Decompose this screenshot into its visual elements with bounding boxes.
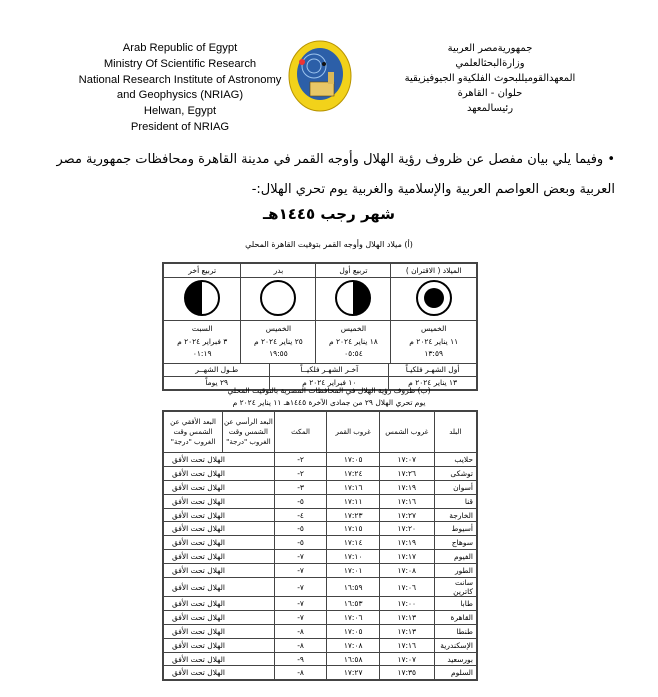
sunset-cell: ١٧:٠٠ xyxy=(379,597,434,611)
city-cell: الفيوم xyxy=(434,550,477,564)
summary-cells xyxy=(164,364,476,376)
moonset-cell: ١٧:١١ xyxy=(327,494,380,508)
moonset-cell: ١٧:٠٨ xyxy=(327,638,380,652)
lag-cell: ٢- xyxy=(274,453,327,467)
city-cell: أسيوط xyxy=(434,522,477,536)
sunset-cell: ١٧:١٩ xyxy=(379,480,434,494)
sunset-cell: ١٧:١٩ xyxy=(379,536,434,550)
lag-cell: ٢- xyxy=(274,466,327,480)
table-row xyxy=(163,666,477,680)
moonset-cell: ١٧:١٤ xyxy=(327,536,380,550)
moonset-cell: ١٧:٠٦ xyxy=(327,610,380,624)
summary-value: ٢٩ يوماً xyxy=(205,377,229,387)
sunset-cell: ١٧:١٣ xyxy=(379,624,434,638)
sunset-cell: ١٧:٠٨ xyxy=(379,564,434,578)
letterhead-line: وزارةالبحثالعلمي xyxy=(455,58,525,69)
sunset-cell: ١٧:٠٧ xyxy=(379,453,434,467)
phase-info xyxy=(316,321,391,364)
english-letterhead xyxy=(60,41,300,136)
letterhead-line: Ministry Of Scientific Research xyxy=(103,57,257,70)
sunset-cell: ١٧:٢٠ xyxy=(379,522,434,536)
phase-name: تربيع أول xyxy=(316,263,391,278)
column-header: البعد الرأسي عن الشمس وقت الغروب "درجة" xyxy=(223,411,275,453)
lag-cell: ٩- xyxy=(274,652,327,666)
phase-time: ٠١:١٩ xyxy=(192,349,212,358)
status-cell: الهلال تحت الأفق xyxy=(163,666,274,680)
sunset-cell: ١٧:١٦ xyxy=(379,638,434,652)
lag-cell: ٧- xyxy=(274,610,327,624)
lag-cell: ٥- xyxy=(274,522,327,536)
status-cell: الهلال تحت الأفق xyxy=(163,508,274,522)
status-cell: الهلال تحت الأفق xyxy=(163,610,274,624)
letterhead-line: جمهوريةمصر العربية xyxy=(447,43,533,54)
moonset-cell: ١٧:١٠ xyxy=(327,550,380,564)
table-row xyxy=(163,480,477,494)
moonset-cell: ١٧:٠١ xyxy=(327,564,380,578)
sunset-cell: ١٧:٢٧ xyxy=(379,508,434,522)
phase-cell xyxy=(163,278,241,321)
letterhead-line: المعهدالقوميللبحوث الفلكيةو الجيوفيزيقية xyxy=(404,73,576,84)
phase-day: السبت xyxy=(191,324,213,333)
table-row xyxy=(163,564,477,578)
table-row xyxy=(163,453,477,467)
lag-cell: ٤- xyxy=(274,508,327,522)
moonset-cell: ١٧:٠٥ xyxy=(327,453,380,467)
moonset-cell: ١٧:٢٣ xyxy=(327,508,380,522)
status-cell: الهلال تحت الأفق xyxy=(163,550,274,564)
month-title: شهر رجب ١٤٤٥هـ xyxy=(263,205,395,223)
lag-cell: ٨- xyxy=(274,624,327,638)
sunset-cell: ١٧:٠٦ xyxy=(379,578,434,597)
sunset-cell: ١٧:١٧ xyxy=(379,550,434,564)
sunset-cell: ١٧:٠٧ xyxy=(379,652,434,666)
column-header: البعد الأفقي عن الشمس وقت الغروب "درجة" xyxy=(163,411,223,453)
lag-cell: ٧- xyxy=(274,597,327,611)
summary-label: أول الشهـر فلكيـاً xyxy=(388,364,476,376)
sunset-cell: ١٧:٢٦ xyxy=(379,466,434,480)
intro-paragraph: • وفيما يلي بيان مفصل عن ظروف رؤية الهلال وأوجه القمر في مدينة القاهرة ومحافظات جمهورية مصر العربية وبعض العواصم العربية والإسلامية والغربية يوم تحري الهلال:- xyxy=(56,152,615,197)
city-cell: أسوان xyxy=(434,480,477,494)
column-header: غروب الشمس xyxy=(379,411,434,453)
phase-time: ٠٥:٥٤ xyxy=(344,349,363,358)
city-cell: الخارجة xyxy=(434,508,477,522)
city-cell: بورسعيد xyxy=(434,652,477,666)
status-cell: الهلال تحت الأفق xyxy=(163,638,274,652)
phase-time: ١٣:٥٩ xyxy=(424,349,444,358)
status-cell: الهلال تحت الأفق xyxy=(163,453,274,467)
moonset-cell: ١٧:١٥ xyxy=(327,522,380,536)
city-cell: توشكى xyxy=(434,466,477,480)
phase-date: ١١ يناير ٢٠٢٤ م xyxy=(409,336,459,346)
lag-cell: ٣- xyxy=(274,480,327,494)
status-cell: الهلال تحت الأفق xyxy=(163,564,274,578)
table-row xyxy=(163,578,477,597)
letterhead-line: رئيسالمعهد xyxy=(466,103,514,114)
city-cell: طابا xyxy=(434,597,477,611)
nriag-logo xyxy=(288,40,352,112)
table-row xyxy=(163,494,477,508)
summary-label: طـول الشهــر xyxy=(195,364,239,374)
phase-name: الميلاد ( الاقتران ) xyxy=(391,263,477,278)
summary-value: ١٠ فبراير ٢٠٢٤ م xyxy=(269,377,388,389)
moonset-cell: ١٧:٢٤ xyxy=(327,466,380,480)
summary-row xyxy=(163,363,477,376)
phase-time: ١٩:٥٥ xyxy=(269,349,288,358)
table-row xyxy=(163,522,477,536)
section-b-subcaption: يوم تحري الهلال ٢٩ من جمادى الآخرة ١٤٤٥هـ ١١ يناير ٢٠٢٤ م xyxy=(232,398,426,407)
section-a-caption: (أ) ميلاد الهلال وأوجه القمر بتوقيت القاهرة المحلي xyxy=(245,240,413,249)
letterhead-line: President of NRIAG xyxy=(130,120,230,133)
city-cell: قنا xyxy=(434,494,477,508)
full-moon-icon xyxy=(258,278,298,318)
letterhead-line: Helwan, Egypt xyxy=(143,105,217,118)
phase-day: الخميس xyxy=(340,324,367,333)
city-cell: القاهرة xyxy=(434,610,477,624)
status-cell: الهلال تحت الأفق xyxy=(163,494,274,508)
crescent-visibility-table xyxy=(162,410,478,681)
moonset-cell: ١٧:٠٥ xyxy=(327,624,380,638)
moonset-cell: ١٦:٥٣ xyxy=(327,597,380,611)
table-row xyxy=(163,624,477,638)
section-b-caption: (ب) ظروف رؤية الهلال في المحافظات المصرية بالتوقيت المحلي xyxy=(227,386,431,395)
lag-cell: ٨- xyxy=(274,666,327,680)
phase-cell xyxy=(241,278,316,321)
first-quarter-icon xyxy=(333,278,373,318)
phase-info xyxy=(391,321,477,364)
status-cell: الهلال تحت الأفق xyxy=(163,624,274,638)
letterhead-line: Arab Republic of Egypt xyxy=(122,42,238,54)
table-row xyxy=(163,652,477,666)
last-quarter-icon xyxy=(182,278,222,318)
sunset-cell: ١٧:١٣ xyxy=(379,610,434,624)
table-row xyxy=(163,610,477,624)
summary-label: آخـر الشهـر فلكيــاً xyxy=(269,364,388,376)
phase-date: ٣ فبراير ٢٠٢٤ م xyxy=(177,336,228,346)
city-cell: طنطا xyxy=(434,624,477,638)
sunset-cell: ١٧:١٦ xyxy=(379,494,434,508)
city-cell: سانت كاترين xyxy=(434,578,477,597)
lag-cell: ٧- xyxy=(274,578,327,597)
lag-cell: ٨- xyxy=(274,638,327,652)
status-cell: الهلال تحت الأفق xyxy=(163,466,274,480)
moon-phases-table xyxy=(162,262,478,391)
column-header: غروب القمر xyxy=(327,411,380,453)
phase-cell xyxy=(316,278,391,321)
letterhead-line: National Research Institute of Astronomy xyxy=(78,73,282,86)
phase-date: ١٨ يناير ٢٠٢٤ م xyxy=(328,336,378,346)
phase-name: تربيع أخر xyxy=(163,263,241,278)
table-row xyxy=(163,597,477,611)
city-cell: الطور xyxy=(434,564,477,578)
city-cell: الإسكندرية xyxy=(434,638,477,652)
phase-cell xyxy=(391,278,477,321)
arabic-letterhead xyxy=(400,41,580,116)
status-cell: الهلال تحت الأفق xyxy=(163,536,274,550)
phase-day: الخميس xyxy=(265,324,292,333)
phase-date: ٢٥ يناير ٢٠٢٤ م xyxy=(253,336,303,346)
city-cell: السلوم xyxy=(434,666,477,680)
status-cell: الهلال تحت الأفق xyxy=(163,480,274,494)
letterhead-line: and Geophysics (NRIAG) xyxy=(116,89,244,102)
sunset-cell: ١٧:٣٥ xyxy=(379,666,434,680)
table-row xyxy=(163,536,477,550)
phase-info xyxy=(163,321,241,364)
table-row xyxy=(163,466,477,480)
new-moon-icon xyxy=(414,278,454,318)
city-cell: سوهاج xyxy=(434,536,477,550)
summary-value: ١٣ يناير ٢٠٢٤ م xyxy=(388,377,476,389)
moonset-cell: ١٧:١٦ xyxy=(327,480,380,494)
lag-cell: ٥- xyxy=(274,494,327,508)
status-cell: الهلال تحت الأفق xyxy=(163,578,274,597)
table-row xyxy=(163,550,477,564)
status-cell: الهلال تحت الأفق xyxy=(163,522,274,536)
letterhead-line: حلوان - القاهرة xyxy=(457,88,523,99)
table-row xyxy=(163,508,477,522)
table-row xyxy=(163,638,477,652)
status-cell: الهلال تحت الأفق xyxy=(163,652,274,666)
phase-name: بدر xyxy=(241,263,316,278)
column-header: المكث xyxy=(274,411,327,453)
lag-cell: ٥- xyxy=(274,536,327,550)
moonset-cell: ١٦:٥٨ xyxy=(327,652,380,666)
city-cell: حلايب xyxy=(434,453,477,467)
status-cell: الهلال تحت الأفق xyxy=(163,597,274,611)
phase-info xyxy=(241,321,316,364)
column-header: البلد xyxy=(434,411,477,453)
moonset-cell: ١٦:٥٩ xyxy=(327,578,380,597)
moonset-cell: ١٧:٢٧ xyxy=(327,666,380,680)
lag-cell: ٧- xyxy=(274,564,327,578)
lag-cell: ٧- xyxy=(274,550,327,564)
phase-day: الخميس xyxy=(421,324,447,333)
